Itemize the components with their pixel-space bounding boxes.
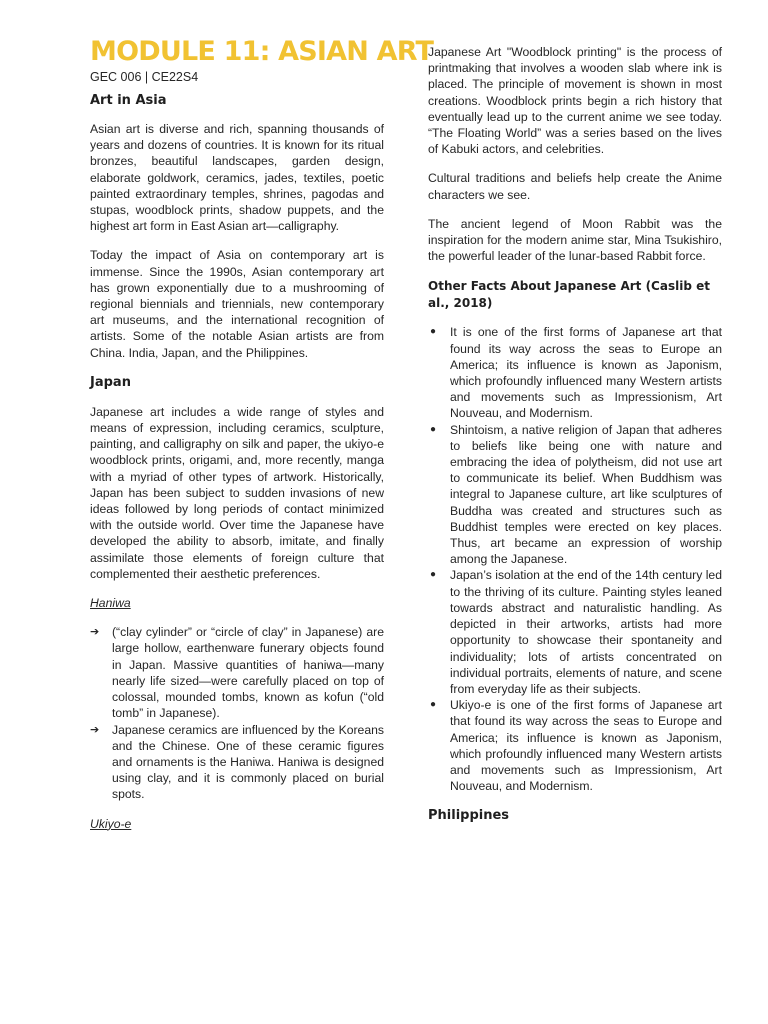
paragraph-cultural-traditions: Cultural traditions and beliefs help create the Anime characters we see. xyxy=(428,171,722,202)
bullet-icon: ● xyxy=(430,699,437,711)
list-item xyxy=(90,722,384,803)
section-heading-art-in-asia: Art in Asia xyxy=(90,93,167,108)
haniwa-list xyxy=(90,624,384,802)
subheading-haniwa: Haniwa xyxy=(90,596,131,611)
bullet-icon: ● xyxy=(430,569,437,581)
arrow-bullet-icon: ➔ xyxy=(90,626,100,639)
paragraph-woodblock: Japanese Art "Woodblock printing" is the process of printmaking that involves a wooden slab where ink is placed. The principle of movement is shown in most creations. Woodblock prints begin a rich history that eventually lead up to the current anime we see today. “The Floating World” was a series based on the lives of Kabuki actors, and celebrities. xyxy=(428,45,722,157)
right-column xyxy=(428,0,722,824)
list-item-text: Ukiyo-e is one of the first forms of Japanese art that found its way across the seas to Europe and America; its influence is known as Japonism, which profoundly influenced many Western artists and movements such as Impressionism, Art Nouveau, and Modernism. xyxy=(450,698,722,794)
list-item-text: Japanese ceramics are influenced by the Koreans and the Chinese. One of these ceramic figures and ornaments is the Haniwa. Haniwa is designed using clay, and it is commonly placed on burial spots. xyxy=(112,722,384,802)
module-title: MODULE 11: ASIAN ART xyxy=(90,36,434,67)
left-column xyxy=(90,0,434,832)
arrow-bullet-icon: ➔ xyxy=(90,723,100,736)
list-item-text: (“clay cylinder” or “circle of clay” in Japanese) are large hollow, earthenware funerary objects found in Japan. Massive quantities of haniwa—many nearly life sized—were carefully placed on top of colossal, mounded tombs, known as kofun (“old tomb” in Japanese). xyxy=(112,625,384,721)
bullet-icon: ● xyxy=(430,423,437,435)
course-code: GEC 006 | CE22S4 xyxy=(90,70,199,84)
other-facts-list xyxy=(428,324,722,794)
paragraph-art-in-asia-2: Today the impact of Asia on contemporary art is immense. Since the 1990s, Asian contemporary art has grown exponentially due to a mushrooming of regional biennials and triennials, new contemporary art museums, and the international recognition of artists. Some of the notable Asian artists are from China. India, Japan, and the Philippines. xyxy=(90,248,384,360)
list-item-text: Shintoism, a native religion of Japan that adheres to beliefs like being one with nature and embracing the idea of polytheism, did not use art to communicate its belief. When Buddhism was integral to Japanese culture, art like sculptures of Buddha was created and structures such as Buddhist temples were erected on key places. Thus, art became an expression of worship among the Japanese. xyxy=(450,422,722,567)
list-item xyxy=(428,422,722,568)
subheading-ukiyoe: Ukiyo-e xyxy=(90,816,132,831)
paragraph-moon-rabbit: The ancient legend of Moon Rabbit was the inspiration for the modern anime star, Mina Tsukishiro, the powerful leader of the lunar-based Rabbit force. xyxy=(428,216,722,264)
list-item xyxy=(428,697,722,794)
section-heading-japan: Japan xyxy=(90,374,131,390)
list-item-text: It is one of the first forms of Japanese art that found its way across the seas to Europe an America; its influence is known as Japonism, which profoundly influenced many Western artists and movements such as Impressionism, Art Nouveau, and Modernism. xyxy=(450,325,722,421)
list-item xyxy=(428,324,722,421)
section-heading-philippines: Philippines xyxy=(428,808,510,824)
list-item xyxy=(428,567,722,697)
list-item xyxy=(90,624,384,721)
list-item-text: Japan’s isolation at the end of the 14th century led to the thriving of its culture. Painting styles leaned towards abstract and naturalistic handling. As depicted in their artworks, artists had more opportunity to showcase their spontaneity and individuality; lots of artists concentrated on individual portraits, elements of nature, and scene from everyday life as their subjects. xyxy=(450,568,722,696)
paragraph-art-in-asia-1: Asian art is diverse and rich, spanning thousands of years and dozens of countries. It is known for its ritual bronzes, beautiful landscapes, garden design, elaborate goldwork, ceramics, jades, textiles, poetic painted extraordinary temples, shrines, pagodas and stupas, woodblock prints, shadow puppets, and the highest art form in East Asian art—calligraphy. xyxy=(90,122,384,234)
paragraph-japan: Japanese art includes a wide range of styles and means of expression, including ceramics, sculpture, painting, and calligraphy on silk and paper, the ukiyo-e woodblock prints, origami, and, more recently, manga with a myriad of other types of artwork. Historically, Japan has been subject to sudden invasions of new ideas followed by long periods of contact minimized with the outside world. Over time the Japanese have developed the ability to absorb, imitate, and finally assimilate those elements of foreign culture that complemented their aesthetic preferences. xyxy=(90,404,384,581)
section-heading-other-facts: Other Facts About Japanese Art (Caslib et al., 2018) xyxy=(428,279,710,311)
bullet-icon: ● xyxy=(430,326,437,338)
